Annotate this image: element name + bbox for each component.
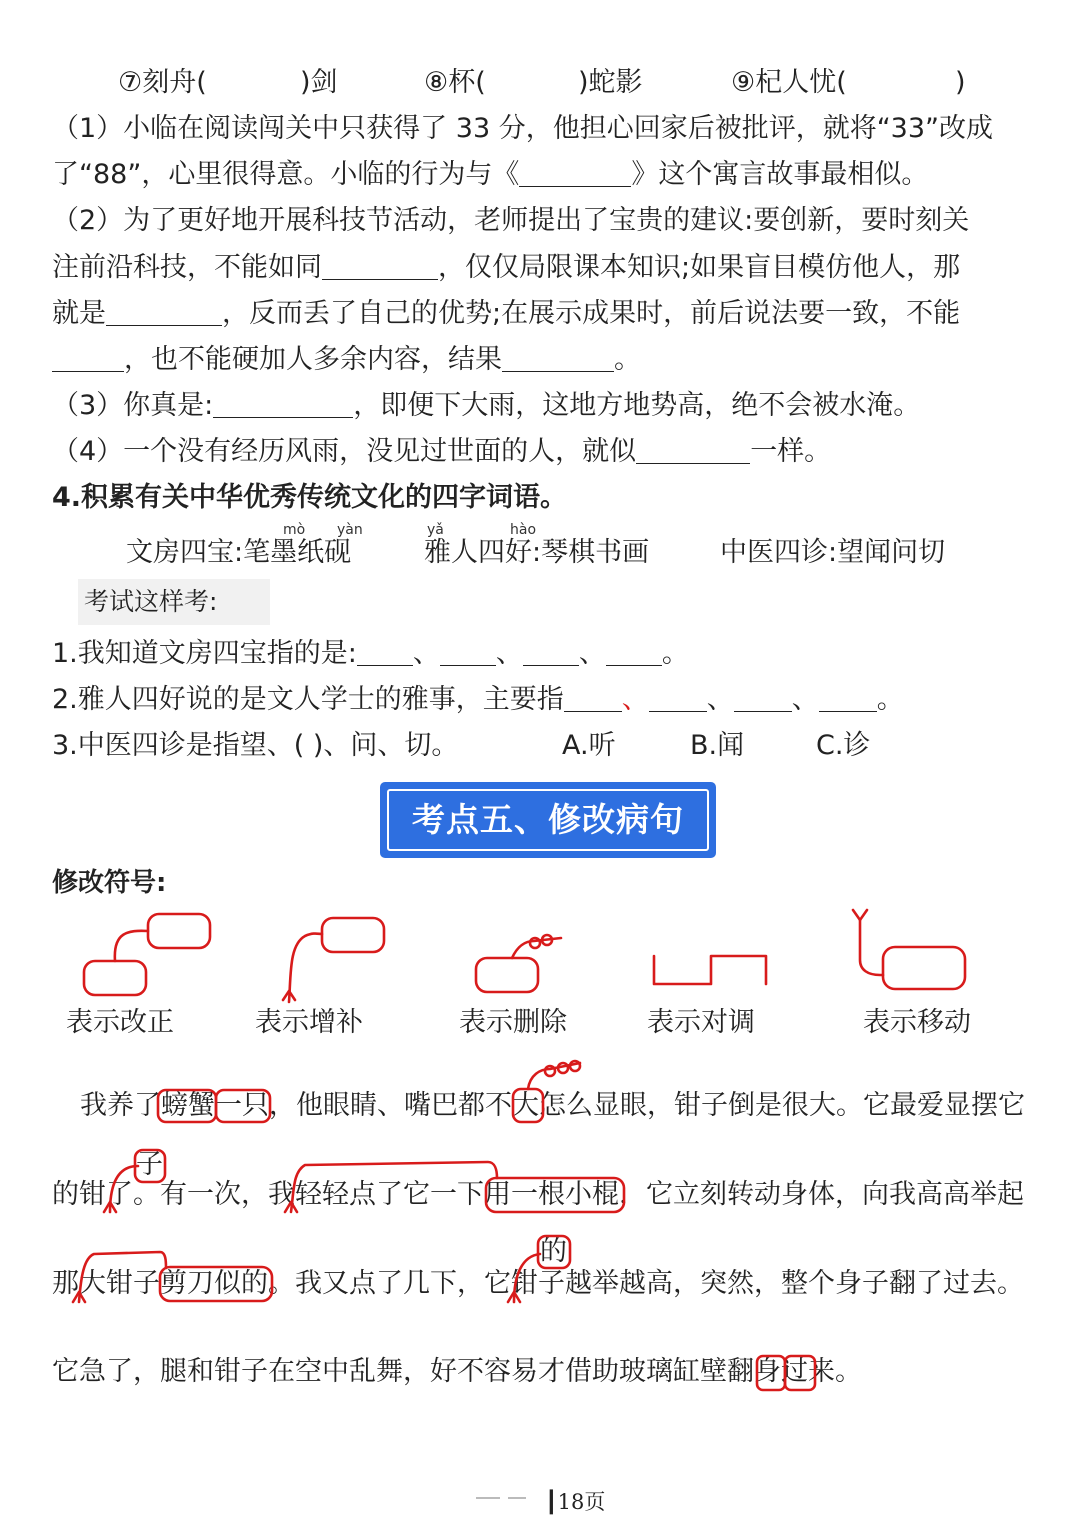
- symbol-label-insert: 表示增补: [255, 1007, 363, 1038]
- footer-dash: [476, 1497, 500, 1499]
- pinyin-hao: hào: [510, 522, 537, 538]
- term-four-diagnostics: 中医四诊:望闻问切: [720, 537, 946, 568]
- insert-char-zi: 子: [136, 1149, 163, 1180]
- option-b[interactable]: B.闻: [690, 730, 745, 761]
- passage-line-3: 那大钳子剪刀似的。我又点了几下，它钳子越举越高，突然，整个身子翻了过去。: [52, 1268, 1024, 1299]
- exam-tag: 考试这样考:: [78, 579, 270, 625]
- option-c[interactable]: C.诊: [816, 730, 871, 761]
- idiom-7: ⑦刻舟(: [118, 67, 207, 98]
- q2-line1: （2）为了更好地开展科技节活动，老师提出了宝贵的建议:要创新，要时刻关: [52, 205, 970, 236]
- swap-mark-guo: [785, 1356, 815, 1390]
- idiom-9-end: ): [955, 67, 966, 98]
- symbol-label-move: 表示移动: [863, 1007, 971, 1038]
- swap-mark-yizhi: [216, 1090, 270, 1122]
- insert-mark-de: [514, 1254, 540, 1302]
- symbol-label-correct: 表示改正: [66, 1007, 174, 1038]
- q4-line: （4）一个没有经历风雨，没见过世面的人，就似 一样。: [52, 436, 832, 467]
- pinyin-mo: mò: [283, 522, 306, 538]
- move-mark-yonggen: [291, 1162, 497, 1212]
- exam-q1: 1.我知道文房四宝指的是: 、 、 、 。: [52, 638, 689, 669]
- delete-symbol-icon: [476, 935, 561, 992]
- term-four-treasures: 文房四宝:笔墨纸砚: [126, 537, 352, 568]
- q2-line3: 就是 ，反而丢了自己的优势;在展示成果时，前后说法要一致，不能: [52, 298, 961, 329]
- move-mark-jiandao: [79, 1252, 166, 1302]
- symbol-label-delete: 表示删除: [459, 1007, 567, 1038]
- idiom-7-end: )剑: [300, 67, 338, 98]
- option-a[interactable]: A.听: [562, 730, 616, 761]
- pinyin-ya: yǎ: [427, 522, 444, 538]
- symbols-heading: 修改符号:: [52, 868, 167, 898]
- passage-line-4: 它急了，腿和钳子在空中乱舞，好不容易才借助玻璃缸壁翻身过来。: [52, 1356, 862, 1387]
- symbol-label-swap: 表示对调: [647, 1007, 755, 1038]
- q1-line1: （1）小临在阅读闯关中只获得了 33 分，他担心回家后被批评，就将“33”改成: [52, 113, 994, 144]
- correct-symbol-icon: [84, 914, 210, 995]
- q1-line2: 了“88”，心里很得意。小临的行为与《 》这个寓言故事最相似。: [52, 159, 929, 190]
- swap-mark-pangxie: [158, 1090, 216, 1122]
- idiom-8-end: )蛇影: [578, 67, 643, 98]
- section4-heading: 4.积累有关中华优秀传统文化的四字词语。: [52, 482, 568, 513]
- term-four-arts: 雅人四好:琴棋书画: [424, 537, 650, 568]
- pinyin-yan: yàn: [337, 522, 363, 538]
- idiom-9: ⑨杞人忧(: [731, 67, 847, 98]
- footer-dash: [508, 1497, 526, 1499]
- idiom-8: ⑧杯(: [424, 67, 486, 98]
- q2-line2: 注前沿科技，不能如同 ，仅仅局限课本知识;如果盲目模仿他人，那: [52, 252, 961, 283]
- passage-line-2: 的钳了。有一次，我轻轻点了它一下用一根小棍，它立刻转动身体，向我高高举起: [52, 1179, 1024, 1210]
- q2-line4: ，也不能硬加人多余内容，结果 。: [52, 343, 641, 377]
- swap-symbol-icon: [654, 956, 766, 984]
- exam-q2: 2.雅人四好说的是文人学士的雅事，主要指 、 、 、 。: [52, 684, 904, 715]
- q3-line: （3）你真是: ，即便下大雨，这地方地势高，绝不会被水淹。: [52, 390, 921, 421]
- insert-char-de: 的: [540, 1236, 567, 1267]
- exam-q3: 3.中医四诊是指望、( )、问、切。: [52, 730, 459, 761]
- delete-mark-da: [513, 1089, 543, 1122]
- swap-mark-shen: [757, 1356, 785, 1390]
- section-title: 考点五、修改病句: [387, 789, 709, 851]
- move-symbol-icon: [853, 910, 965, 989]
- page-number: ┃18页: [545, 1490, 606, 1514]
- insert-symbol-icon: [283, 918, 384, 1002]
- passage-line-1: 我养了螃蟹一只，他眼睛、嘴巴都不大怎么显眼，钳子倒是很大。它最爱显摆它: [80, 1090, 1025, 1121]
